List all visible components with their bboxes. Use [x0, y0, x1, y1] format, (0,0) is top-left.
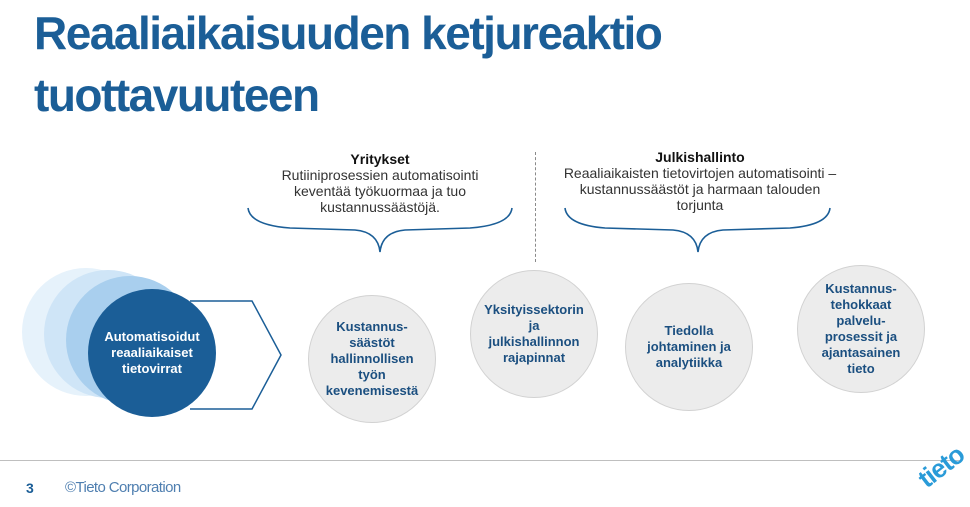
circle-1-line-3: tietovirrat	[122, 361, 182, 376]
circle-cost-savings	[308, 295, 436, 423]
circle-4-line-3: analytiikka	[655, 355, 723, 370]
government-heading: Julkishallinto	[655, 149, 745, 165]
companies-text-line-2: keventää työkuormaa ja tuo	[294, 183, 466, 199]
copyright-text: ©Tieto Corporation	[65, 479, 181, 496]
government-brace	[565, 208, 830, 252]
circle-interfaces	[470, 270, 598, 398]
circle-analytics	[625, 283, 753, 411]
title-line-2: tuottavuuteen	[34, 69, 319, 121]
circle-5-line-4: prosessit ja	[824, 329, 898, 344]
circle-4-line-2: johtaminen ja	[647, 339, 731, 354]
page-number: 3	[26, 480, 34, 496]
government-text-line-1: Reaaliaikaisten tietovirtojen automatisointi –	[563, 165, 837, 181]
government-text-line-3: torjunta	[676, 197, 724, 213]
circle-4-line-1: Tiedolla	[664, 323, 714, 338]
circle-realtime-dataflows	[88, 289, 216, 417]
government-text-line-2: kustannussäästöt ja harmaan talouden	[579, 181, 821, 197]
circle-3-line-4: rajapinnat	[502, 350, 566, 365]
footer-divider	[0, 460, 960, 461]
circle-3-line-1: Yksityissektorin	[484, 302, 584, 317]
circle-3-line-3: julkishallinnon	[488, 334, 580, 349]
circle-3-line-2: ja	[528, 318, 540, 333]
circle-service-processes	[797, 265, 925, 393]
companies-text-line-1: Rutiiniprosessien automatisointi	[281, 167, 479, 183]
circle-5-line-2: tehokkaat	[830, 297, 892, 312]
companies-heading: Yritykset	[350, 151, 410, 167]
circle-2-line-4: työn	[358, 367, 386, 382]
circle-5-line-3: palvelu-	[836, 313, 886, 328]
circle-1-line-1: Automatisoidut	[104, 329, 200, 344]
circle-5-line-5: ajantasainen	[821, 345, 901, 360]
companies-brace	[248, 208, 512, 252]
circle-2-line-1: Kustannus-	[336, 319, 408, 334]
circle-2-line-2: säästöt	[349, 335, 395, 350]
circle-1-line-2: reaaliaikaiset	[111, 345, 193, 360]
circle-5-line-1: Kustannus-	[825, 281, 897, 296]
circle-2-line-5: kevenemisestä	[325, 383, 419, 398]
companies-text-line-3: kustannussäästöjä.	[320, 199, 440, 215]
circle-5-line-6: tieto	[847, 361, 875, 376]
circle-2-line-3: hallinnollisen	[330, 351, 414, 366]
tieto-logo: tieto	[912, 439, 970, 494]
title-line-1: Reaaliaikaisuuden ketjureaktio	[34, 7, 662, 59]
